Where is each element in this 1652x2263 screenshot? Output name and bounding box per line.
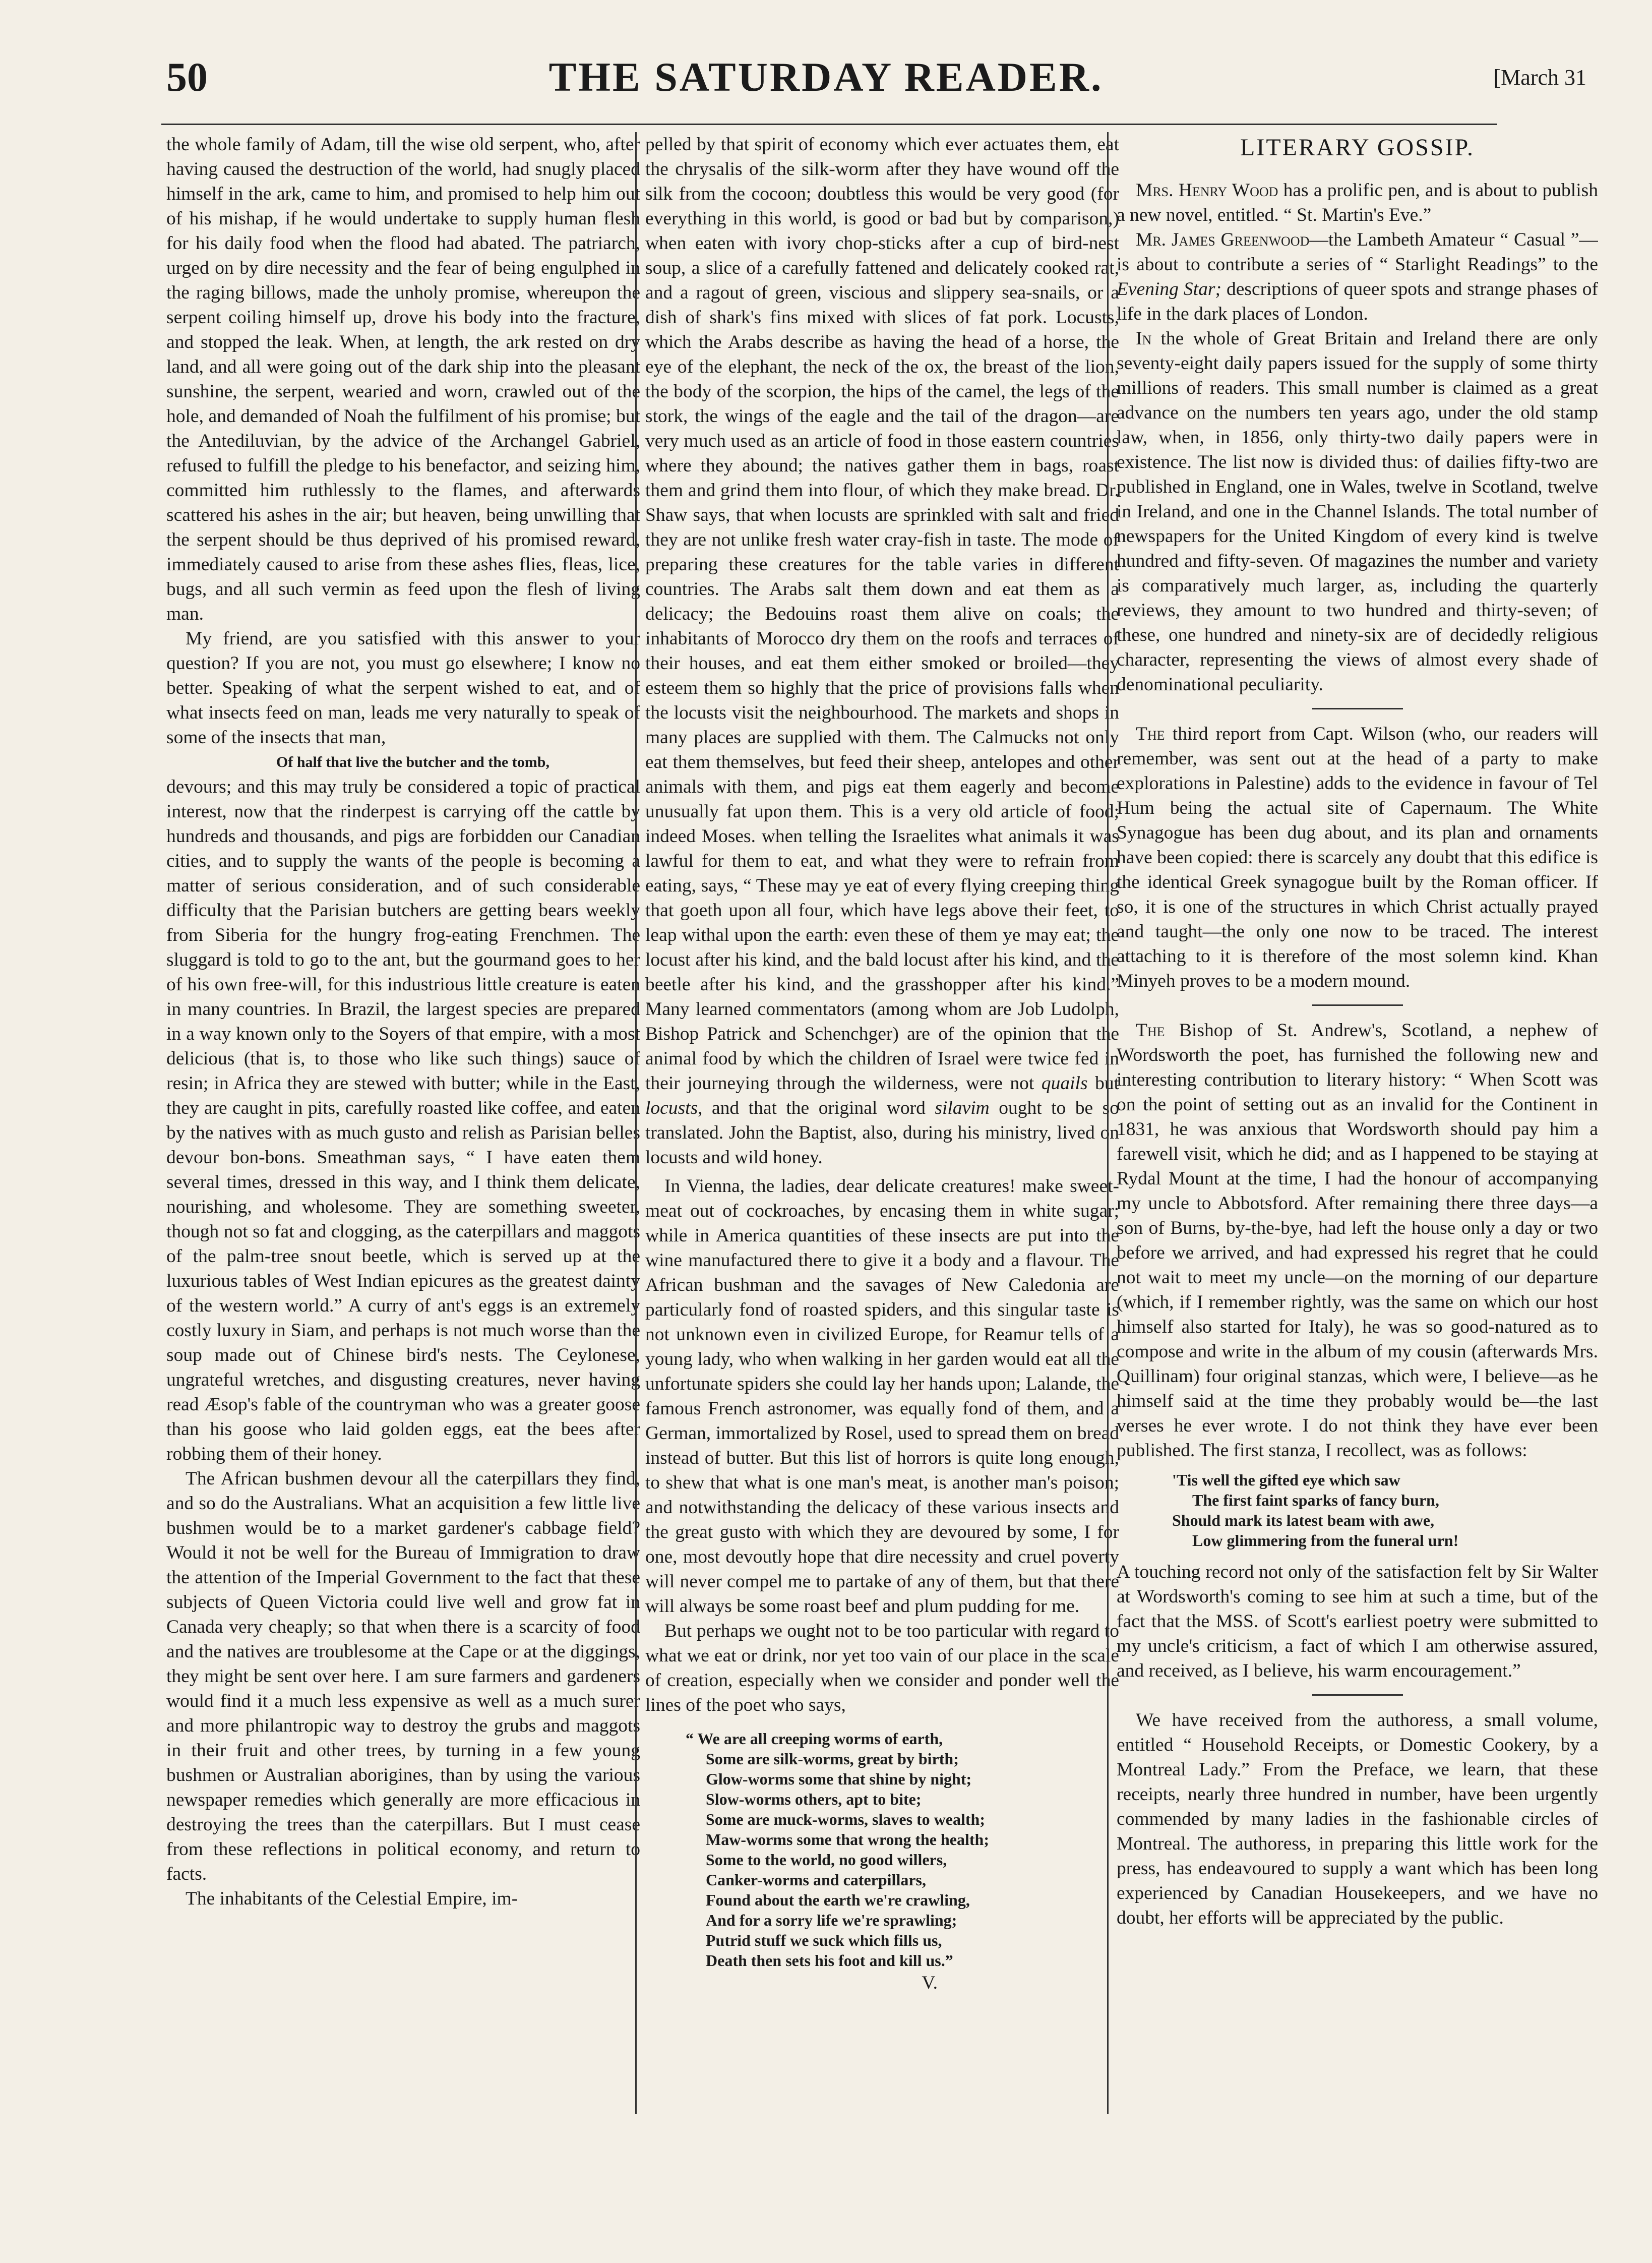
verse-line: Some are muck-worms, slaves to wealth;	[706, 1810, 985, 1828]
verse-line: Putrid stuff we suck which fills us,	[706, 1931, 942, 1949]
verse-line: Slow-worms others, apt to bite;	[706, 1790, 922, 1808]
verse-line: Canker-worms and caterpillars,	[706, 1871, 926, 1889]
paragraph: the whole family of Adam, till the wise old serpent, who, after having caused the destruction of the world, had snugly placed himself in the ark, came to him, and promised to help him out of his mishap, if he would undertake to supply human flesh for his daily food when the flood had abated. The patriarch, urged on by dire necessity and the fear of being engulphed in the raging billows, made the unholy promise, whereupon the serpent coiling himself up, drove his body into the fracture, and stopped the leak. When, at length, the ark rested on dry land, and all were going out of the dark ship into the pleasant sunshine, the serpent, wearied and worn, crawled out of the hole, and demanded of Noah the fulfilment of his promise; but the Antediluvian, by the advice of the Archangel Gabriel, refused to fulfill the pledge to his benefactor, and seizing him, committed him ruthlessly to the flames, and afterwards scattered his ashes in the air; but heaven, being unwilling that the serpent should be thus deprived of his promised reward, immediately caused to arise from these ashes flies, fleas, lice, bugs, and all such vermin as feed upon the flesh of living man.	[166, 134, 640, 624]
verse-line: Death then sets his foot and kill us.”	[706, 1951, 953, 1970]
paragraph: The inhabitants of the Celestial Empire, im-	[186, 1888, 518, 1909]
issue-date: [March 31	[1493, 65, 1586, 90]
header-rule	[161, 124, 1497, 125]
verse-line: Low glimmering from the funeral urn!	[1192, 1531, 1459, 1550]
column-divider	[635, 132, 637, 2114]
verse-line: The first faint sparks of fancy burn,	[1192, 1491, 1439, 1509]
paragraph: Mr. James Greenwood—the Lambeth Amateur “ Casual ”—is about to contribute a series of “ Starlight Readings” to the Evening Star; descriptions of queer spots and strange phases of life in the dark places of London.	[1117, 229, 1598, 324]
paragraph: Mrs. Henry Wood has a prolific pen, and is about to publish a new novel, entitled. “ St. Martin's Eve.”	[1117, 180, 1598, 225]
item-separator	[1312, 1004, 1403, 1006]
verse-line: 'Tis well the gifted eye which saw	[1172, 1471, 1400, 1489]
paragraph: pelled by that spirit of economy which ever actuates them, eat the chrysalis of the silk-worm after they have wound off the silk from the cocoon; doubtless this would be very good (for everything in this world, is good or bad but by comparison,) when eaten with ivory chop-sticks after a cup of bird-nest soup, a slice of a carefully fattened and delicately cooked rat, and a ragout of green, viscious and slippery sea-snails, or a dish of shark's fins mixed with slices of fat pork. Locusts, which the Arabs describe as having the head of a horse, the eye of the elephant, the neck of the ox, the breast of the lion, the body of the scorpion, the hips of the camel, the legs of the stork, the wings of the eagle and the tail of the dragon—are very much used as an article of food in those eastern countries where they abound; the natives gather them in bags, roast them and grind them into flour, of which they make bread. Dr. Shaw says, that when locusts are sprinkled with salt and fried they are not unlike fresh water cray-fish in taste. The mode of preparing these creatures for the table varies in different countries. The Arabs salt them down and eat them as a delicacy; the Bedouins roast them alive on coals; the inhabitants of Morocco dry them on the roofs and terraces of their houses, and eat them either smoked or broiled—they esteem them so highly that the price of provisions falls when the locusts visit the neighbourhood. The markets and shops in many places are supplied with them. The Calmucks not only eat them themselves, but feed their sheep, antelopes and other animals with them, and pigs eat them eagerly and become unusually fat upon them. This is a very old article of food; indeed Moses. when telling the Israelites what animals it was lawful for them to eat, and what they were to refrain from eating, says, “ These may ye eat of every flying creeping thing that goeth upon all four, which have legs above their feet, to leap withal upon the earth: even these of them ye may eat; the locust after his kind, and the bald locust after his kind, and the beetle after his kind, and the grasshopper after his kind.” Many learned commentators (among whom are Job Ludolph, Bishop Patrick and Schenchger) are of the opinion that the animal food by which the children of Israel were twice fed in their journeying through the wilderness, were not quails but locusts, and that the original word silavim ought to be so translated. John the Baptist, also, during his ministry, lived on locusts and wild honey.	[645, 134, 1119, 1168]
paragraph: The third report from Capt. Wilson (who, our readers will remember, was sent out at the head of a party to make explorations in Palestine) adds to the evidence in favour of Tel Hum being the actual site of Capernaum. The White Synagogue has been dug about, and its plan and ornaments have been copied: there is scarcely any doubt that this edifice is the identical Greek synagogue built by the Roman officer. If so, it is one of the structures in which Christ actually prayed and taught—the only one now to be traced. The interest attaching to it is therefore of the most solemn kind. Khan Minyeh proves to be a modern mound.	[1117, 724, 1598, 991]
column-1	[166, 132, 640, 2114]
quoted-line: Of half that live the butcher and the tomb,	[276, 754, 549, 770]
column-divider	[1107, 132, 1109, 2114]
verse-line: Glow-worms some that shine by night;	[706, 1770, 972, 1788]
verse-line: Found about the earth we're crawling,	[706, 1891, 970, 1909]
column-3	[1117, 132, 1598, 2114]
masthead	[0, 39, 1652, 110]
page-number: 50	[166, 54, 208, 100]
paragraph: In the whole of Great Britain and Ireland there are only seventy-eight daily papers issued for the supply of some thirty millions of readers. This small number is claimed as a great advance on the numbers ten years ago, under the old stamp law, when, in 1856, only thirty-two daily papers were in existence. The list now is divided thus: of dailies fifty-two are published in England, one in Wales, twelve in Scotland, twelve in Ireland, and one in the Channel Islands. The total number of newspapers for the United Kingdom of every kind is twelve hundred and fifty-seven. Of magazines the number and variety is comparatively much larger, as, including the quarterly reviews, they amount to two hundred and thirty-seven; of these, one hundred and ninety-six are of decidedly religious character, representing the views of almost every shade of denominational peculiarity.	[1117, 328, 1598, 695]
verse-line: Some to the world, no good willers,	[706, 1851, 947, 1869]
item-separator	[1312, 1694, 1403, 1696]
paragraph: In Vienna, the ladies, dear delicate creatures! make sweet-meat out of cockroaches, by encasing them in white sugar; while in America quantities of these insects are put into the wine manufactured there to give it a body and a flavour. The African bushman and the savages of New Caledonia are particularly fond of roasted spiders, and this singular taste is not unknown even in civilized Europe, for Reamur tells of a young lady, who when walking in her garden would eat all the unfortunate spiders she could lay her hands upon; Lalande, the famous French astronomer, was equally fond of them, and a German, immortalized by Rosel, used to spread them on bread instead of butter. But this list of horrors is quite long enough, to shew that what is one man's meat, is another man's poison; and notwithstanding the delicacy of these various insects and the great gusto with which they are devoured by some, I for one, most devoutly hope that dire necessity and cruel poverty will never compel me to partake of any of them, but that there will always be some roast beef and plum pudding for me.	[645, 1176, 1119, 1617]
paragraph: A touching record not only of the satisfaction felt by Sir Walter at Wordsworth's coming to see him at such a time, but of the fact that the MSS. of Scott's earliest poetry were submitted to my uncle's criticism, a fact of which I am otherwise assured, and received, as I believe, his warm encouragement.”	[1117, 1562, 1598, 1681]
verse-line: Maw-worms some that wrong the health;	[706, 1830, 989, 1849]
verse-line: Some are silk-worms, great by birth;	[706, 1750, 959, 1768]
poem	[1172, 1470, 1598, 1551]
poem	[686, 1729, 1119, 1971]
verse-line: And for a sorry life we're sprawling;	[706, 1911, 957, 1929]
verse-line: “ We are all creeping worms of earth,	[686, 1730, 943, 1748]
verse-line: Should mark its latest beam with awe,	[1172, 1511, 1435, 1529]
item-separator	[1312, 708, 1403, 709]
author-signature: V.	[922, 1973, 938, 1993]
paragraph: devours; and this may truly be considered a topic of practical interest, now that the rinderpest is carrying off the cattle by hundreds and thousands, and pigs are forbidden our Canadian cities, and to supply the wants of the people is becoming a matter of serious consideration, and of such considerable difficulty that the Parisian butchers are getting bears weekly from Siberia for the hungry frog-eating Frenchmen. The sluggard is told to go to the ant, but the gourmand goes to her of his own free-will, for this industrious little creature is eaten in many countries. In Brazil, the largest species are prepared in a way known only to the Soyers of that empire, with a most delicious (that is, to those who like such things) sauce of resin; in Africa they are stewed with butter; while in the East, they are caught in pits, carefully roasted like coffee, and eaten by the natives with as much gusto and relish as Parisian belles devour bon-bons. Smeathman says, “ I have eaten them several times, dressed in this way, and I think them delicate, nourishing, and wholesome. They are something sweeter, though not so fat and clogging, as the caterpillars and maggots of the palm-tree snout beetle, which is served up at the luxurious tables of West Indian epicures as the greatest dainty of the western world.” A curry of ant's eggs is an extremely costly luxury in Siam, and perhaps is not much worse than the soup made out of Chinese bird's nests. The Ceylonese, ungrateful wretches, and disgusting creatures, never having read Æsop's fable of the countryman who was a greater goose than his goose who laid golden eggs, eat the bees after robbing them of their honey.	[166, 777, 640, 1464]
paragraph: The Bishop of St. Andrew's, Scotland, a nephew of Wordsworth the poet, has furnished the following new and interesting contribution to literary history: “ When Scott was on the point of setting out as an invalid for the Continent in 1831, he was anxious that Wordsworth should pay him a farewell visit, which he did; and as I happened to be staying at Rydal Mount at the time, I had the honour of accompanying my uncle to Abbotsford. After remaining there three days—a son of Burns, by-the-bye, had left the house only a day or two before we arrived, and had expressed his regret that he could not wait to meet my uncle—on the morning of our departure (which, if I remember rightly, was the same on which our host himself also started for Italy), he was so good-natured as to compose and write in the album of my cousin (afterwards Mrs. Quillinam) four original stanzas, which were, I believe—as he himself said at the time they probably would be—the last verses he ever wrote. I do not think they have ever been published. The first stanza, I recollect, was as follows:	[1117, 1020, 1598, 1461]
paragraph: But perhaps we ought not to be too particular with regard to what we eat or drink, nor yet too vain of our place in the scale of creation, especially when we consider and ponder well the lines of the poet who says,	[645, 1621, 1119, 1715]
section-heading: LITERARY GOSSIP.	[1240, 134, 1475, 161]
paragraph: We have received from the authoress, a small volume, entitled “ Household Receipts, or Domestic Cookery, by a Montreal Lady.” From the Preface, we learn, that these receipts, nearly three hundred in number, have been urgently commended by many ladies in the fashionable circles of Montreal. The authoress, in preparing this little work for the press, has endeavoured to supply a want which has been long experienced by Canadian Housekeepers, and we have no doubt, her efforts will be appreciated by the public.	[1117, 1710, 1598, 1928]
paragraph: The African bushmen devour all the caterpillars they find, and so do the Australians. What an acquisition a few little live bushmen would be to a market gardener's cabbage field? Would it not be well for the Bureau of Immigration to draw the attention of the Imperial Government to the fact that these subjects of Queen Victoria could live well and grow fat in Canada very cheaply; so that when there is a scarcity of food and the natives are troublesome at the Cape or at the diggings, they might be sent over here. I am sure farmers and gardeners would find it a much less expensive as well as a much surer and more philantropic way to destroy the grubs and maggots in their fruit and other trees, by turning in a few young bushmen or Australian aborigines, than by using the various newspaper remedies which generally are more efficacious in destroying the trees than the caterpillars. But I must cease from these reflections in political economy, and return to facts.	[166, 1468, 640, 1884]
newspaper-title: THE SATURDAY READER.	[548, 54, 1104, 100]
column-2	[645, 132, 1119, 2114]
paragraph: My friend, are you satisfied with this answer to your question? If you are not, you must go elsewhere; I know no better. Speaking of what the serpent wished to eat, and of what insects feed on man, leads me very naturally to speak of some of the insects that man,	[166, 628, 640, 748]
